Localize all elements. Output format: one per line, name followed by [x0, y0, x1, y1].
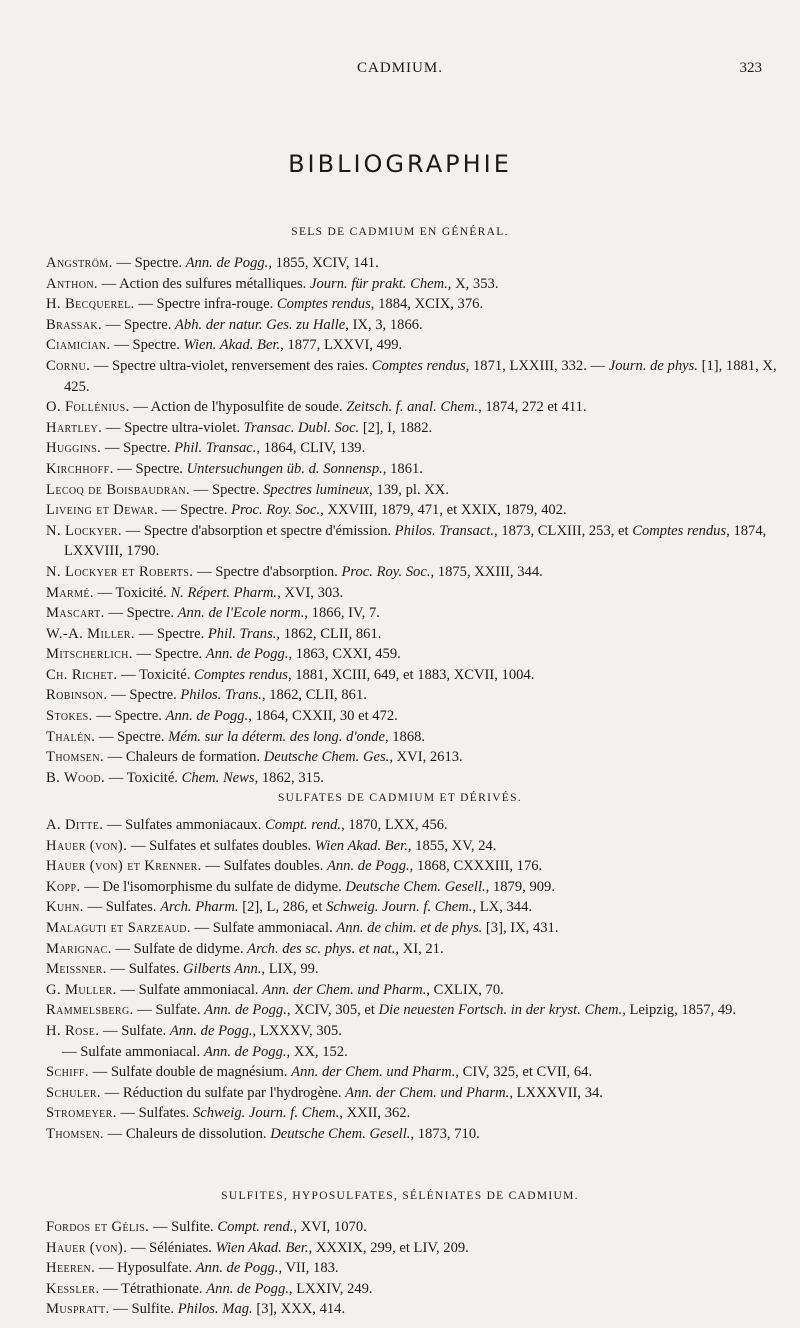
- entry-text: — Toxicité.: [105, 769, 182, 786]
- entry-work-title: Proc. Roy. Soc.: [231, 502, 321, 519]
- bibliography-entry: [46, 438, 780, 459]
- entry-text: — Spectre.: [92, 708, 166, 725]
- entry-work-title: Deutsche Chem. Ges.: [263, 749, 390, 766]
- entry-text: — Spectre.: [113, 460, 187, 477]
- entry-author: Thomsen.: [46, 749, 104, 766]
- entry-text: , XI, 21.: [395, 940, 444, 957]
- entry-text: — Spectre.: [110, 337, 184, 354]
- bibliography-entry: [46, 418, 780, 439]
- entry-text: , IX, 3, 1866.: [345, 316, 423, 333]
- bibliography-entry: [46, 856, 780, 877]
- entry-text: , 1864, CLIV, 139.: [256, 440, 366, 457]
- entry-text: — Sulfate de didyme.: [111, 940, 248, 957]
- entry-text: — Spectre.: [132, 646, 206, 663]
- entry-author: B. Wood.: [46, 769, 106, 786]
- entry-list-general: [46, 253, 780, 788]
- entry-work-title: Ann. der Chem. und Pharm.: [262, 981, 427, 998]
- entry-work-title: Gilberts Ann.: [183, 961, 262, 978]
- bibliography-entry: [46, 1124, 780, 1145]
- section-heading-sulfates: SULFATES DE CADMIUM ET DÉRIVÉS.: [277, 792, 522, 804]
- entry-text: , 1871, LXXIII, 332. —: [465, 357, 609, 374]
- entry-work-title: Journ. für prakt. Chem.: [309, 275, 448, 292]
- entry-author: Schiff.: [46, 1064, 89, 1081]
- entry-text: — Toxicité.: [117, 666, 195, 683]
- entry-work-title: Ann. de Pogg.: [206, 1280, 289, 1297]
- entry-text: — Tétrathionate.: [99, 1280, 207, 1297]
- running-title: CADMIUM.: [357, 60, 443, 76]
- entry-text: , 1868, CXXXIII, 176.: [409, 858, 543, 875]
- bibliography-entry: [46, 562, 780, 583]
- entry-text: , VII, 183.: [278, 1260, 339, 1277]
- bibliography-entry: [46, 1042, 780, 1063]
- entry-text: , XVI, 2613.: [389, 749, 463, 766]
- bibliography-entry: [46, 335, 780, 356]
- bibliography-entry: [46, 1021, 780, 1042]
- entry-work-title: Wien Akad. Ber.: [215, 1239, 309, 1256]
- entry-author: H. Becquerel.: [46, 296, 135, 313]
- bibliography-entry: [46, 480, 780, 501]
- entry-text: , 1864, CXXII, 30 et 472.: [248, 708, 398, 725]
- entry-text: , 1855, XCIV, 141.: [268, 255, 379, 271]
- bibliography-entry: [46, 274, 780, 295]
- entry-text: — Sulfite.: [109, 1301, 178, 1318]
- entry-text: — Sulfate ammoniacal.: [62, 1043, 204, 1060]
- entry-work-title: Compt. rend.: [217, 1219, 294, 1235]
- entry-author: Thomsen.: [46, 1125, 104, 1142]
- entry-work-title: Die neuesten Fortsch. in der kryst. Chem.: [378, 1002, 623, 1019]
- entry-text: , 1863, CXXI, 459.: [288, 646, 401, 663]
- entry-text: , 1868.: [384, 728, 426, 745]
- entry-author: Hauer (von) et Krenner.: [46, 858, 202, 875]
- section-heading-sulfites: SULFITES, HYPOSULFATES, SÉLÉNIATES DE CADMIUM.: [221, 1190, 579, 1202]
- entry-text: — Spectre.: [102, 316, 175, 333]
- entry-text: , XXXIX, 299, et LIV, 209.: [308, 1239, 469, 1256]
- entry-text: , 1862, 315.: [254, 769, 324, 786]
- entry-text: , CXLIX, 70.: [426, 981, 504, 998]
- entry-author: Kopp.: [46, 878, 81, 895]
- entry-text: , 1862, CLII, 861.: [261, 687, 367, 704]
- bibliography-entry: [46, 315, 780, 336]
- entry-work-title: Compt. rend.: [265, 817, 342, 833]
- entry-author: Angström.: [46, 255, 113, 271]
- entry-text: — Spectre d'absorption et spectre d'émission.: [121, 522, 395, 539]
- entry-work-title: Journ. de phys.: [608, 357, 698, 374]
- entry-work-title: Ann. de Pogg.: [326, 858, 410, 875]
- entry-text: , LXXXVII, 34.: [509, 1084, 603, 1101]
- bibliography-entry: [46, 1238, 780, 1259]
- bibliography-entry: [46, 665, 780, 686]
- entry-text: — Spectre.: [158, 502, 232, 519]
- entry-author: Stromeyer.: [46, 1105, 117, 1122]
- entry-author: N. Lockyer.: [46, 522, 122, 539]
- entry-work-title: Ann. de Pogg.: [203, 1043, 287, 1060]
- entry-list-sulfates: [46, 815, 780, 1145]
- entry-author: Kuhn.: [46, 899, 84, 916]
- entry-text: , 1866, IV, 7.: [304, 605, 380, 622]
- entry-author: Brassak.: [46, 316, 103, 333]
- entry-author: Cornu.: [46, 357, 91, 374]
- entry-text: , Leipzig, 1857, 49.: [622, 1002, 737, 1019]
- entry-text: — Séléniates.: [127, 1239, 216, 1256]
- bibliography-entry: [46, 815, 780, 836]
- entry-text: — Sulfate ammoniacal.: [190, 919, 337, 936]
- entry-author: W.-A. Miller.: [46, 625, 135, 642]
- entry-text: , XXII, 362.: [339, 1105, 411, 1122]
- entry-author: H. Rose.: [46, 1022, 100, 1039]
- entry-text: , CIV, 325, et CVII, 64.: [455, 1064, 593, 1081]
- entry-text: — Spectre infra-rouge.: [134, 296, 277, 313]
- entry-work-title: Arch. des sc. phys. et nat.: [247, 940, 396, 957]
- entry-work-title: Schweig. Journ. f. Chem.: [192, 1105, 340, 1122]
- entry-text: — Sulfate.: [99, 1022, 170, 1039]
- bibliography-entry: [46, 980, 780, 1001]
- entry-author: Marignac.: [46, 940, 112, 957]
- entry-text: , X, 353.: [447, 275, 499, 292]
- entry-text: , 1874, 272 et 411.: [478, 399, 587, 416]
- entry-text: — Spectre.: [107, 687, 181, 704]
- entry-text: — Hyposulfate.: [95, 1260, 196, 1277]
- bibliography-entry: [46, 1279, 780, 1300]
- entry-work-title: Mém. sur la déterm. des long. d'onde: [168, 728, 385, 745]
- entry-text: , 1884, XCIX, 376.: [370, 296, 484, 313]
- entry-text: , LXXIV, 249.: [288, 1280, 373, 1297]
- entry-text: — Spectre.: [95, 728, 169, 745]
- entry-author: Muspratt.: [46, 1301, 110, 1318]
- bibliography-entry: [46, 836, 780, 857]
- bibliography-entry: [46, 877, 780, 898]
- entry-work-title: Ann. der Chem. und Pharm.: [291, 1064, 456, 1081]
- entry-text: — De l'isomorphisme du sulfate de didyme.: [80, 878, 346, 895]
- entry-author: Hauer (von).: [46, 1239, 128, 1256]
- entry-text: [2], I, 1882.: [359, 419, 433, 436]
- entry-work-title: Wien Akad. Ber.: [314, 837, 408, 854]
- entry-work-title: Ann. de Pogg.: [185, 255, 269, 271]
- entry-text: — Sulfate.: [133, 1002, 205, 1019]
- bibliography-entry: [46, 603, 780, 624]
- entry-author: Kirchhoff.: [46, 460, 114, 477]
- entry-work-title: Abh. der natur. Ges. zu Halle: [175, 316, 346, 333]
- entry-author: Ciamician.: [46, 337, 111, 354]
- bibliography-entry: [46, 727, 780, 748]
- bibliography-entry: [46, 1000, 780, 1021]
- entry-work-title: Ann. de Pogg.: [204, 1002, 287, 1019]
- bibliography-entry: [46, 959, 780, 980]
- bibliography-entry: [46, 768, 780, 789]
- entry-text: [1], 1881, X, 425.: [64, 357, 777, 395]
- entry-work-title: Comptes rendus: [371, 357, 466, 374]
- bibliography-entry: [46, 253, 780, 274]
- entry-author: A. Ditte.: [46, 817, 104, 833]
- entry-text: — Action de l'hyposulfite de soude.: [129, 399, 347, 416]
- entry-work-title: Philos. Transact.: [394, 522, 495, 539]
- entry-text: — Sulfate double de magnésium.: [88, 1064, 292, 1081]
- entry-text: — Sulfates.: [106, 961, 184, 978]
- bibliography-entry: [46, 644, 780, 665]
- entry-author: Lecoq de Boisbaudran.: [46, 481, 191, 498]
- bibliography-entry: [46, 521, 780, 562]
- entry-work-title: Ann. de chim. et de phys.: [336, 919, 483, 936]
- entry-author: Stokes.: [46, 708, 93, 725]
- entry-text: , 1862, CLII, 861.: [276, 625, 382, 642]
- entry-work-title: Wien. Akad. Ber.: [183, 337, 281, 354]
- entry-work-title: Deutsche Chem. Gesell.: [345, 878, 486, 895]
- entry-text: , XXVIII, 1879, 471, et XXIX, 1879, 402.: [320, 502, 567, 519]
- entry-text: , LX, 344.: [472, 899, 533, 916]
- entry-author: Mitscherlich.: [46, 646, 133, 663]
- entry-text: , XX, 152.: [286, 1043, 348, 1060]
- entry-work-title: Chem. News: [181, 769, 255, 786]
- entry-work-title: Ann. de Pogg.: [195, 1260, 279, 1277]
- entry-text: — Sulfates doubles.: [201, 858, 327, 875]
- bibliography-entry: [46, 1062, 780, 1083]
- entry-author: Robinson.: [46, 687, 108, 704]
- entry-author: Meissner.: [46, 961, 107, 978]
- entry-author: Liveing et Dewar.: [46, 502, 159, 519]
- entry-text: , XVI, 1070.: [293, 1219, 367, 1235]
- entry-text: , 1875, XXIII, 344.: [430, 563, 543, 580]
- bibliography-entry: [46, 1299, 780, 1320]
- running-head: [0, 60, 800, 82]
- entry-work-title: Deutsche Chem. Gesell.: [270, 1125, 411, 1142]
- entry-text: , 1861.: [382, 460, 423, 477]
- page-title: BIBLIOGRAPHIE: [288, 150, 512, 178]
- bibliography-entry: [46, 624, 780, 645]
- entry-text: — Spectre.: [104, 605, 178, 622]
- entry-text: , 1879, 909.: [485, 878, 555, 895]
- bibliography-entry: [46, 747, 780, 768]
- entry-text: — Toxicité.: [93, 584, 171, 601]
- entry-author: Huggins.: [46, 440, 102, 457]
- entry-text: — Spectre ultra-violet, renversement des raies.: [90, 357, 372, 374]
- entry-work-title: Zeitsch. f. anal. Chem.: [346, 399, 479, 416]
- entry-work-title: Phil. Transac.: [174, 440, 257, 457]
- entry-text: , LXXXV, 305.: [252, 1022, 342, 1039]
- bibliography-entry: [46, 459, 780, 480]
- entry-work-title: Spectres lumineux: [263, 481, 370, 498]
- entry-text: , XVI, 303.: [277, 584, 344, 601]
- entry-text: , 1873, CLXIII, 253, et: [494, 522, 633, 539]
- entry-work-title: Philos. Mag.: [177, 1301, 253, 1318]
- bibliography-entry: [46, 1103, 780, 1124]
- bibliography-entry: [46, 897, 780, 918]
- entry-text: , LIX, 99.: [261, 961, 319, 978]
- entry-work-title: Ann. der Chem. und Pharm.: [345, 1084, 510, 1101]
- section-heading-general: SELS DE CADMIUM EN GÉNÉRAL.: [291, 226, 509, 238]
- entry-author: Fordos et Gélis.: [46, 1219, 150, 1235]
- entry-text: , 1881, XCIII, 649, et 1883, XCVII, 1004.: [287, 666, 535, 683]
- bibliography-entry: [46, 500, 780, 521]
- bibliography-entry: [46, 685, 780, 706]
- entry-work-title: Ann. de Pogg.: [165, 708, 249, 725]
- entry-text: — Réduction du sulfate par l'hydrogène.: [100, 1084, 346, 1101]
- entry-text: — Action des sulfures métalliques.: [97, 275, 310, 292]
- entry-text: , XCIV, 305, et: [286, 1002, 379, 1019]
- entry-text: — Chaleurs de formation.: [104, 749, 264, 766]
- bibliography-entry: [46, 356, 780, 397]
- entry-author: Hartley.: [46, 419, 103, 436]
- bibliography-entry: [46, 918, 780, 939]
- entry-work-title: Transac. Dubl. Soc.: [243, 419, 360, 436]
- entry-author: Heeren.: [46, 1260, 96, 1277]
- entry-text: [3], IX, 431.: [482, 919, 559, 936]
- entry-text: — Spectre ultra-violet.: [102, 419, 244, 436]
- bibliography-entry: [46, 583, 780, 604]
- entry-author: Rammelsberg.: [46, 1002, 134, 1019]
- entry-author: Anthon.: [46, 275, 98, 292]
- entry-author: N. Lockyer et Roberts.: [46, 563, 194, 580]
- entry-work-title: Comptes rendus: [276, 296, 371, 313]
- bibliography-entry: [46, 1258, 780, 1279]
- entry-text: , 1873, 710.: [410, 1125, 480, 1142]
- entry-author: Malaguti et Sarzeaud.: [46, 919, 191, 936]
- entry-work-title: Comptes rendus: [194, 666, 288, 683]
- entry-text: — Chaleurs de dissolution.: [104, 1125, 271, 1142]
- bibliography-entry: [46, 939, 780, 960]
- entry-text: — Spectre.: [190, 481, 264, 498]
- entry-author: Mascart.: [46, 605, 105, 622]
- entry-author: G. Muller.: [46, 981, 117, 998]
- entry-text: — Sulfite.: [149, 1219, 218, 1235]
- entry-author: O. Follénius.: [46, 399, 130, 416]
- page-number: 323: [739, 60, 762, 76]
- entry-work-title: N. Répert. Pharm.: [170, 584, 278, 601]
- entry-work-title: Proc. Roy. Soc.: [341, 563, 431, 580]
- entry-author: Schuler.: [46, 1084, 101, 1101]
- entry-work-title: Untersuchungen üb. d. Sonnensp.: [186, 460, 383, 477]
- entry-text: — Spectre.: [134, 625, 208, 642]
- entry-author: Thalén.: [46, 728, 96, 745]
- entry-text: — Sulfates.: [83, 899, 161, 916]
- entry-work-title: Philos. Trans.: [180, 687, 262, 704]
- entry-text: [3], XXX, 414.: [252, 1301, 346, 1318]
- entry-work-title: Schweig. Journ. f. Chem.: [326, 899, 473, 916]
- entry-work-title: Comptes rendus: [632, 522, 727, 539]
- entry-text: , 1877, LXXVI, 499.: [280, 337, 403, 354]
- entry-text: [2], L, 286, et: [238, 899, 327, 916]
- entry-author: Hauer (von).: [46, 837, 128, 854]
- entry-work-title: Arch. Pharm.: [160, 899, 239, 916]
- entry-text: , 1855, XV, 24.: [407, 837, 497, 854]
- entry-work-title: Ann. de Pogg.: [205, 646, 289, 663]
- entry-text: — Spectre.: [101, 440, 175, 457]
- entry-author: Marmé.: [46, 584, 94, 601]
- entry-text: — Sulfates et sulfates doubles.: [127, 837, 315, 854]
- bibliography-entry: [46, 397, 780, 418]
- entry-text: — Spectre d'absorption.: [193, 563, 342, 580]
- entry-work-title: Ann. de Pogg.: [169, 1022, 253, 1039]
- entry-text: , 1874, LXXVIII, 1790.: [64, 522, 767, 560]
- entry-text: — Sulfates ammoniacaux.: [103, 817, 265, 833]
- entry-author: Kessler.: [46, 1280, 100, 1297]
- bibliography-entry: [46, 1083, 780, 1104]
- entry-text: — Sulfates.: [116, 1105, 193, 1122]
- bibliography-entry: [46, 294, 780, 315]
- entry-work-title: Phil. Trans.: [207, 625, 277, 642]
- bibliography-entry: [46, 1217, 780, 1238]
- entry-work-title: Ann. de l'Ecole norm.: [177, 605, 305, 622]
- entry-author: Ch. Richet.: [46, 666, 118, 683]
- entry-text: — Sulfate ammoniacal.: [116, 981, 263, 998]
- bibliography-entry: [46, 706, 780, 727]
- entry-text: , 1870, LXX, 456.: [341, 817, 448, 833]
- entry-text: — Spectre.: [112, 255, 186, 271]
- entry-list-sulfites: [46, 1217, 780, 1320]
- entry-text: , 139, pl. XX.: [369, 481, 449, 498]
